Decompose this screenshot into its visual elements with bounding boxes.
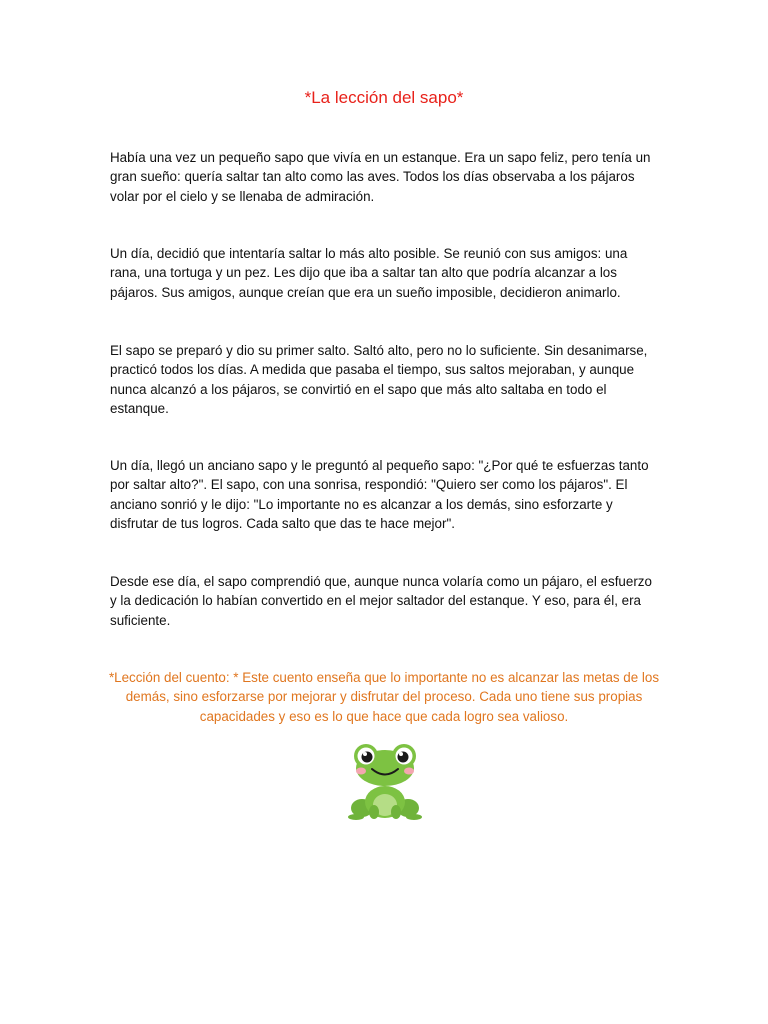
story-paragraph-3: El sapo se preparó y dio su primer salto. Saltó alto, pero no lo suficiente. Sin desanimarse, practicó todos los días. A medida que pasaba el tiempo, sus saltos mejoraban, y aunque nunca alcanzó a los pájaros, se convirtió en el sapo que más alto saltaba en todo el estanque.	[110, 343, 648, 416]
story-paragraph-5: Desde ese día, el sapo comprendió que, aunque nunca volaría como un pájaro, el esfuerzo y la dedicación lo habían convertido en el mejor saltador del estanque. Y eso, para él, era suficiente.	[110, 574, 652, 628]
story-paragraph-1: Había una vez un pequeño sapo que vivía en un estanque. Era un sapo feliz, pero tenía un gran sueño: quería saltar tan alto como las aves. Todos los días observaba a los pájaros volar por el cielo y se llenaba de admiración.	[110, 150, 651, 204]
story-paragraph-4: Un día, llegó un anciano sapo y le preguntó al pequeño sapo: "¿Por qué te esfuerzas tanto por saltar alto?". El sapo, con una sonrisa, respondió: "Quiero ser como los pájaros". El anciano sonrió y le dijo: "Lo importante no es alcanzar a los demás, sino esforzarte y disfrutar de tus logros. Cada salto que das te hace mejor".	[110, 458, 649, 531]
story-lesson: *Lección del cuento: * Este cuento enseña que lo importante no es alcanzar las metas de los demás, sino esforzarse por mejorar y disfrutar del proceso. Cada uno tiene sus propias capacidades y eso es lo que hace que cada logro sea valioso.	[108, 670, 660, 724]
frog-icon	[346, 742, 424, 822]
story-paragraph-2: Un día, decidió que intentaría saltar lo más alto posible. Se reunió con sus amigos: una rana, una tortuga y un pez. Les dijo que iba a saltar tan alto que podría alcanzar a los pájaros. Sus amigos, aunque creían que era un sueño imposible, decidieron animarlo.	[110, 246, 628, 300]
story-title: *La lección del sapo*	[304, 88, 464, 107]
